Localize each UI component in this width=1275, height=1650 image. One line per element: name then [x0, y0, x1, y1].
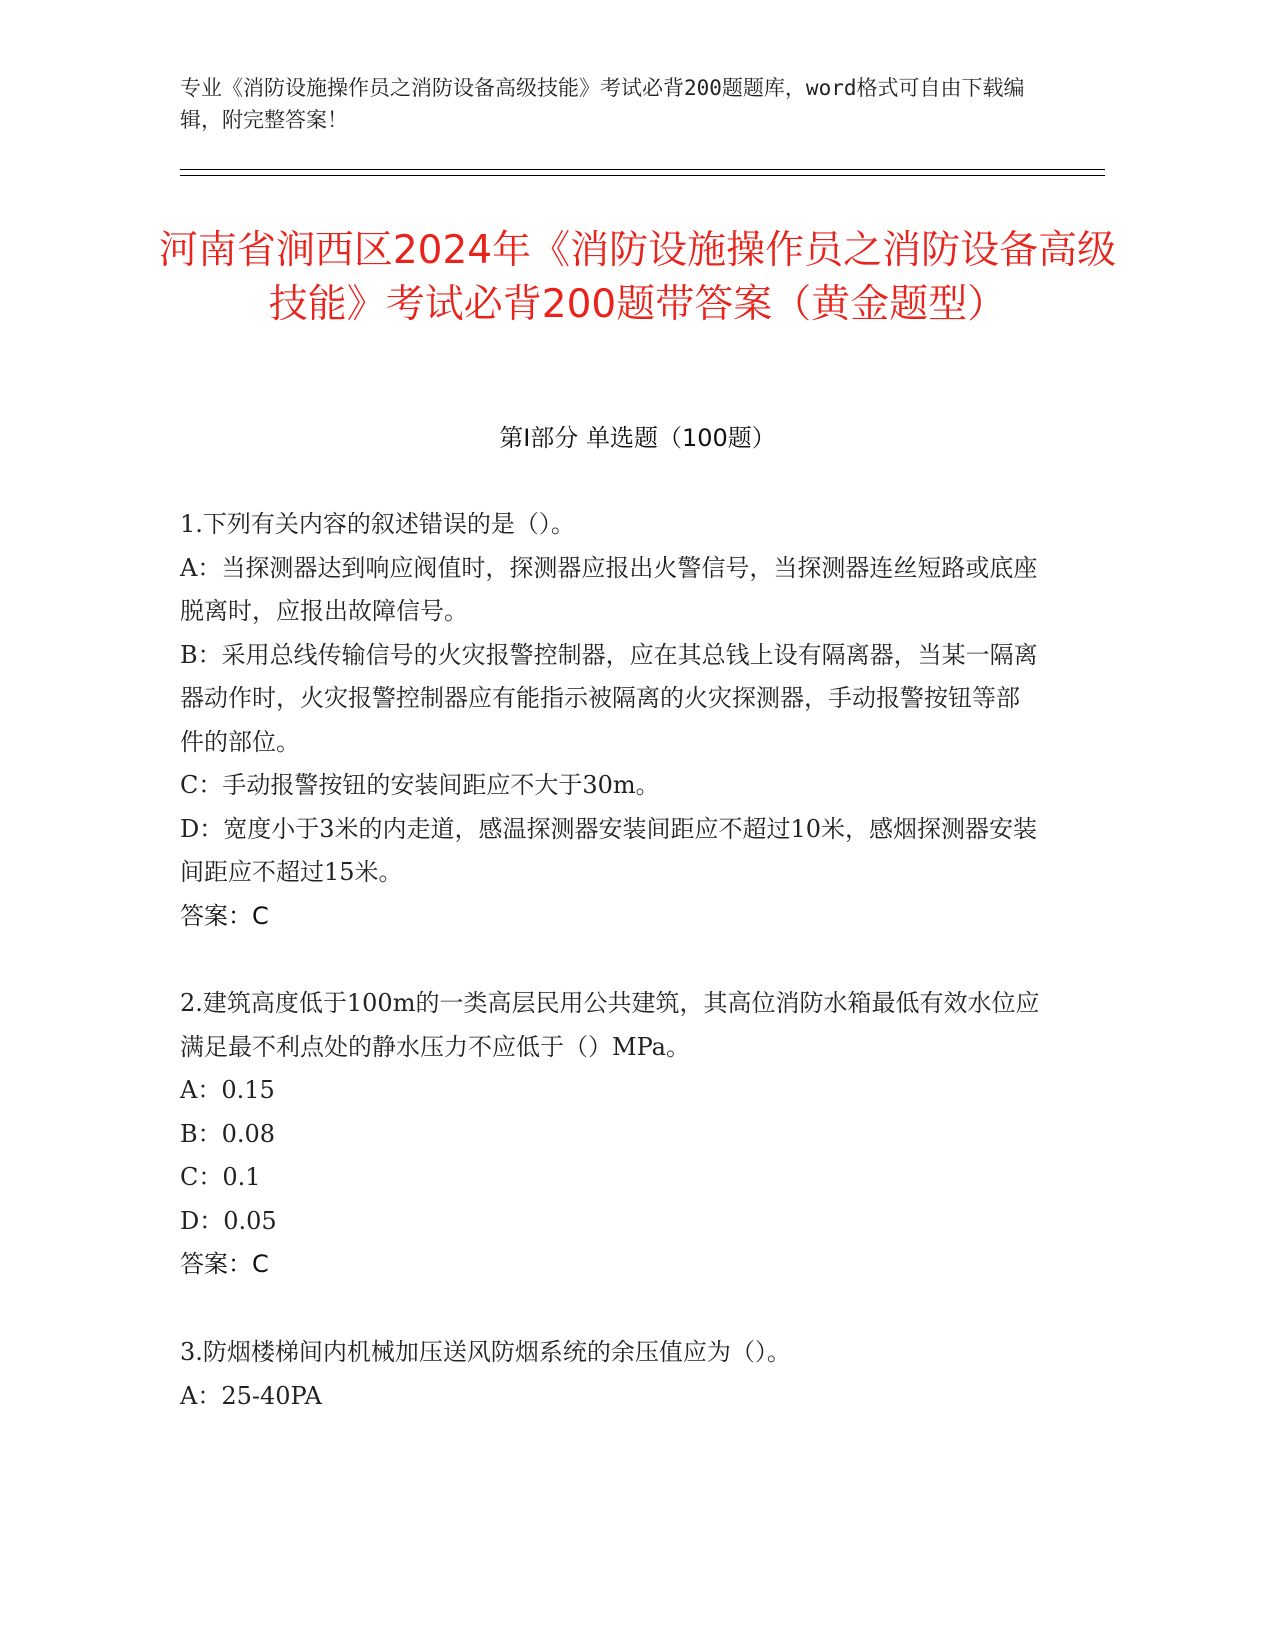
- divider-line: [180, 175, 1105, 176]
- answer: 答案：C: [180, 1250, 269, 1278]
- header-note: 专业《消防设施操作员之消防设备高级技能》考试必背200题题库，word格式可自由下载编辑，附完整答案！: [180, 76, 1025, 132]
- option-a: A：25-40PA: [180, 1381, 322, 1410]
- answer: 答案：C: [180, 901, 269, 930]
- option-a: A：当探测器达到响应阀值时，探测器应报出火警信号，当探测器连丝短路或底座脱离时，应报出故障信号。: [180, 553, 1038, 625]
- question-3: [180, 1331, 1040, 1418]
- question-stem: 1.下列有关内容的叙述错误的是（）。: [180, 510, 575, 538]
- option-d: D：0.05: [180, 1206, 277, 1235]
- question-2: [180, 982, 1040, 1287]
- section-heading: 第I部分 单选题（100题）: [499, 424, 776, 452]
- question-1: [180, 503, 1040, 938]
- option-a: A：0.15: [180, 1076, 275, 1104]
- option-b: B：0.08: [180, 1119, 276, 1148]
- document-title: 河南省涧西区2024年《消防设施操作员之消防设备高级技能》考试必背200题带答案（黄金题型）: [158, 228, 1117, 327]
- option-c: C：手动报警按钮的安装间距应不大于30m。: [180, 771, 660, 799]
- option-d: D：宽度小于3米的内走道，感温探测器安装间距应不超过10米，感烟探测器安装间距应不超过15米。: [180, 814, 1038, 886]
- divider-line: [180, 169, 1105, 170]
- option-b: B：采用总线传输信号的火灾报警控制器，应在其总钱上设有隔离器，当某一隔离器动作时，火灾报警控制器应有能指示被隔离的火灾探测器，手动报警按钮等部件的部位。: [180, 640, 1038, 756]
- question-stem: 3.防烟楼梯间内机械加压送风防烟系统的余压值应为（）。: [180, 1338, 791, 1366]
- question-stem: 2.建筑高度低于100m的一类高层民用公共建筑，其高位消防水箱最低有效水位应满足最不利点处的静水压力不应低于（）MPa。: [180, 989, 1040, 1061]
- option-c: C：0.1: [180, 1163, 261, 1191]
